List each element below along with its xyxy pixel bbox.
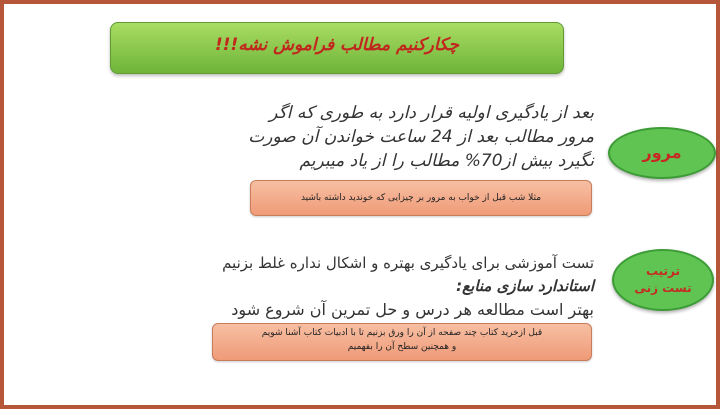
- test-note-line-1: قبل ازخرید کتاب چند صفحه از آن را ورق بزنیم تا با ادبیات کتاب آشنا شویم: [261, 328, 543, 338]
- test-line-1: تست آموزشی برای یادگیری بهتره و اشکال نداره غلط بزنیم: [222, 254, 594, 272]
- test-label-line-2: تست زنی: [634, 281, 692, 295]
- test-label-oval: [612, 249, 714, 311]
- test-note-line-2: و همچنین سطح آن را بفهمیم: [347, 342, 457, 352]
- test-text-block: [124, 252, 594, 321]
- slide-title: چکارکنیم مطالب فراموش نشه!!!: [215, 35, 459, 55]
- review-label-oval: مرور: [608, 127, 716, 179]
- test-line-2: استاندارد سازی منابع:: [456, 277, 594, 295]
- review-line-1: بعد از یادگیری اولیه قرار دارد به طوری که اگر: [269, 103, 594, 123]
- review-note-box: مثلا شب قبل از خواب به مرور بر چیزایی که خوندید داشته باشید: [250, 180, 592, 216]
- test-line-3: بهتر است مطالعه هر درس و حل تمرین آن شروع شود: [231, 300, 594, 319]
- slide-title-banner: [110, 22, 564, 74]
- review-text-block: [174, 101, 594, 173]
- review-line-2: مرور مطالب بعد از 24 ساعت خواندن آن صورت: [248, 127, 594, 147]
- test-label-line-1: ترتیب: [645, 264, 681, 278]
- review-line-3: نگیرد بیش از70% مطالب را از یاد میبریم: [299, 151, 594, 171]
- test-note-box: [212, 323, 592, 361]
